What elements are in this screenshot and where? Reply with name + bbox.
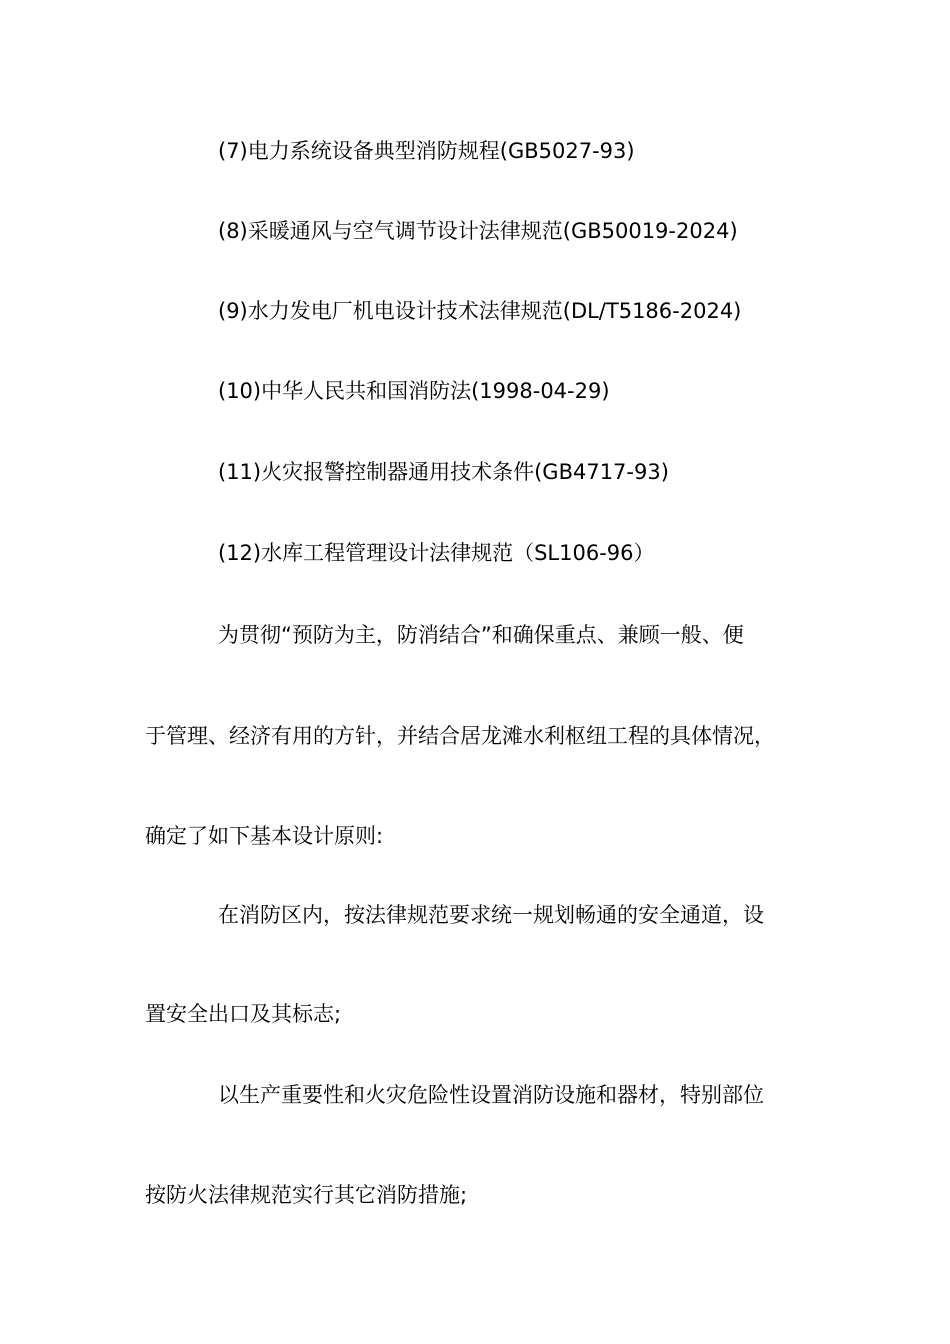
reference-item-9: (9)水力发电厂机电设计技术法律规范(DL/T5186-2024) (218, 299, 742, 323)
reference-item-8: (8)采暖通风与空气调节设计法律规范(GB50019-2024) (218, 219, 738, 243)
paragraph-safety-exits-line-2: 置安全出口及其标志; (145, 1002, 342, 1026)
reference-item-11: (11)火灾报警控制器通用技术条件(GB4717-93) (218, 460, 669, 484)
paragraph-principles-line-3: 确定了如下基本设计原则: (145, 824, 384, 848)
paragraph-safety-exits-line-1: 在消防区内，按法律规范要求统一规划畅通的安全通道，设 (218, 903, 764, 927)
paragraph-principles-line-2: 于管理、经济有用的方针，并结合居龙滩水利枢纽工程的具体情况， (145, 724, 775, 748)
reference-item-7: (7)电力系统设备典型消防规程(GB5027-93) (218, 139, 635, 163)
paragraph-fire-facilities-line-2: 按防火法律规范实行其它消防措施; (145, 1183, 468, 1207)
reference-item-10: (10)中华人民共和国消防法(1998-04-29) (218, 379, 610, 403)
paragraph-fire-facilities-line-1: 以生产重要性和火灾危险性设置消防设施和器材，特别部位 (218, 1083, 764, 1107)
paragraph-principles-line-1: 为贯彻“预防为主，防消结合”和确保重点、兼顾一般、便 (218, 623, 744, 647)
reference-item-12: (12)水库工程管理设计法律规范（SL106-96） (218, 541, 655, 565)
